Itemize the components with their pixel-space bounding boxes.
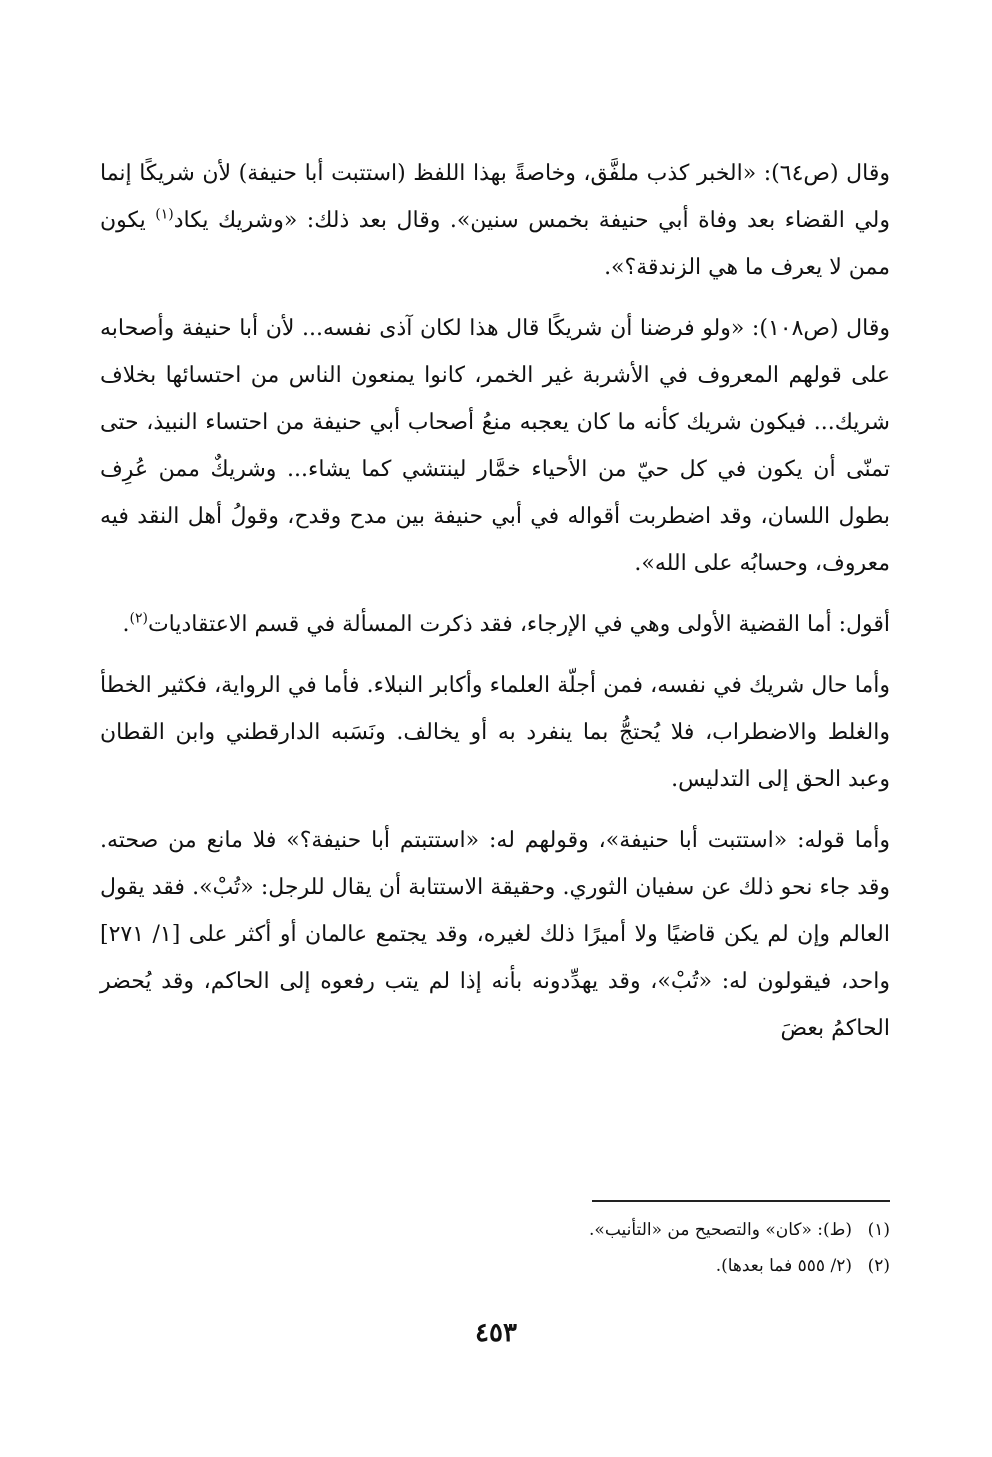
footnote-1-number: (١) xyxy=(867,1220,890,1240)
footnotes-section xyxy=(100,1200,890,1284)
footnote-ref-1[interactable]: (١) xyxy=(155,206,174,223)
paragraph-1 xyxy=(100,150,890,291)
footnote-ref-2[interactable]: (٢) xyxy=(129,610,148,627)
page-number: ٤٥٣ xyxy=(475,1318,517,1348)
footnote-1 xyxy=(100,1212,890,1248)
paragraph-1-text-end: يكون ممن لا يعرف ما هي الزندقة؟». xyxy=(100,208,890,280)
paragraph-4 xyxy=(100,662,890,803)
paragraph-3-text: أقول: أما القضية الأولى وهي في الإرجاء، فقد ذكرت المسألة في قسم الاعتقاديات xyxy=(147,612,890,637)
paragraph-3-text-end: . xyxy=(122,612,130,637)
paragraph-5 xyxy=(100,817,890,1052)
paragraph-3 xyxy=(100,601,890,648)
footnote-divider xyxy=(592,1200,890,1202)
paragraph-4-text: وأما حال شريك في نفسه، فمن أجلّة العلماء وأكابر النبلاء. فأما في الرواية، فكثير الخطأ والغلط والاضطراب، فلا يُحتجُّ بما ينفرد به أو يخالف. ونَسَبه الدارقطني وابن القطان وعبد الحق إلى التدليس. xyxy=(100,673,890,792)
footnote-2-text: (٢/ ٥٥٥ فما بعدها). xyxy=(715,1256,852,1276)
paragraph-1-text: وقال (ص٦٤): «الخبر كذب ملفَّق، وخاصةً بهذا اللفظ (استتبت أبا حنيفة) لأن شريكًا إنما ولي القضاء بعد وفاة أبي حنيفة بخمس سنين». وقال بعد ذلك: «وشريك يكاد xyxy=(100,161,890,233)
paragraph-5-text: وأما قوله: «استتبت أبا حنيفة»، وقولهم له: «استتبتم أبا حنيفة؟» فلا مانع من صحته. وقد جاء نحو ذلك عن سفيان الثوري. وحقيقة الاستتابة أن يقال للرجل: «تُبْ». فقد يقول العالم وإن لم يكن قاضيًا ولا أميرًا ذلك لغيره، وقد يجتمع عالمان أو أكثر على [١/ ٢٧١] واحد، فيقولون له: «تُبْ»، وقد يهدِّدونه بأنه إذا لم يتب رفعوه إلى الحاكم، وقد يُحضر الحاكمُ بعضَ xyxy=(100,828,890,1041)
footnote-2 xyxy=(100,1248,890,1284)
paragraph-2 xyxy=(100,305,890,587)
footnote-2-number: (٢) xyxy=(867,1256,890,1276)
page-body xyxy=(100,150,890,1066)
paragraph-2-text: وقال (ص١٠٨): «ولو فرضنا أن شريكًا قال هذا لكان آذى نفسه... لأن أبا حنيفة وأصحابه على قولهم المعروف في الأشربة غير الخمر، كانوا يمنعون الناس من احتسائها بخلاف شريك... فيكون شريك كأنه ما كان يعجبه منعُ أصحاب أبي حنيفة من احتساء النبيذ، حتى تمنّى أن يكون في كل حيّ من الأحياء خمَّار لينتشي كما يشاء... وشريكٌ ممن عُرِف بطول اللسان، وقد اضطربت أقواله في أبي حنيفة بين مدح وقدح، وقولُ أهل النقد فيه معروف، وحسابُه على الله». xyxy=(100,316,890,576)
footnote-1-text: (ط): «كان» والتصحيح من «التأنيب». xyxy=(589,1220,852,1240)
